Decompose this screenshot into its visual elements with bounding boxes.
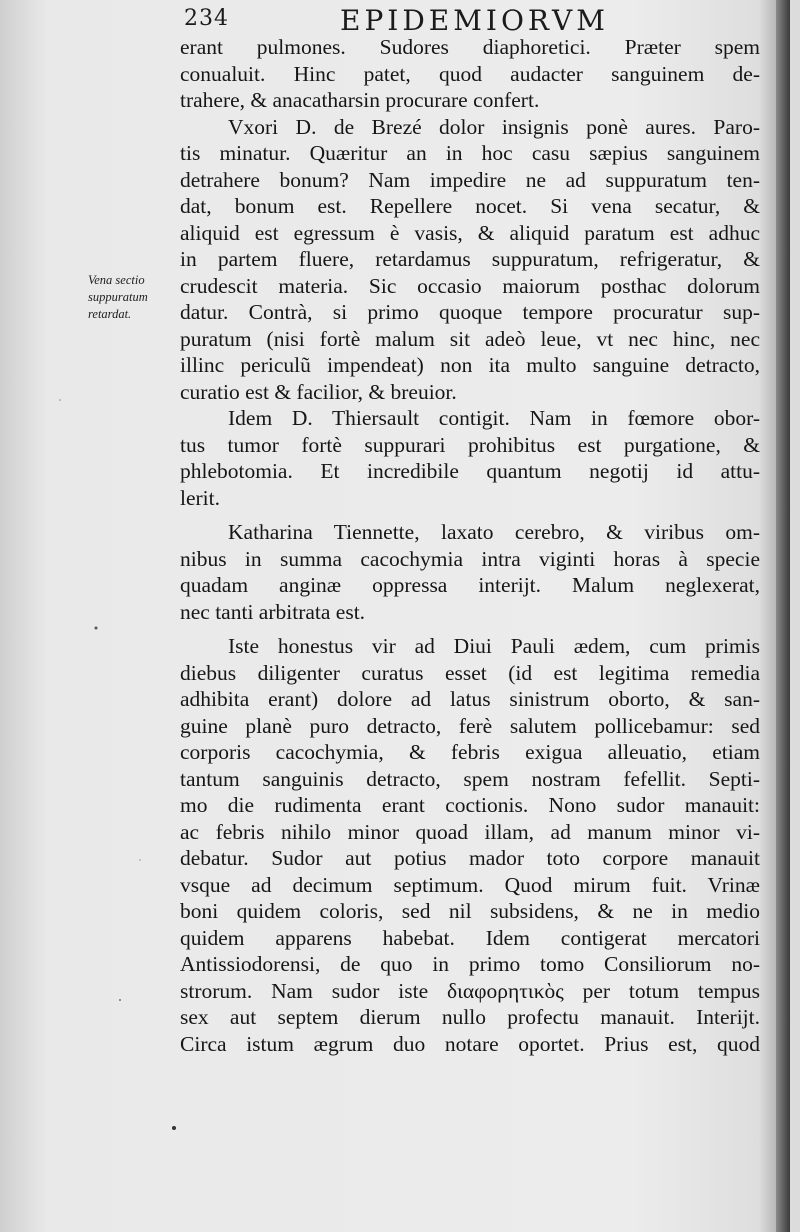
page-edge-shadow xyxy=(776,0,790,1232)
marginal-note-line: retardat. xyxy=(88,307,132,321)
text-line: vsque ad decimum septimum. Quod mirum fuit. Vrinæ xyxy=(180,872,760,897)
marginal-note-line: suppuratum xyxy=(88,290,148,304)
running-head: EPIDEMIORVM xyxy=(340,4,609,37)
text-line: erant pulmones. Sudores diaphoretici. Præter spem xyxy=(180,35,760,59)
marginal-note xyxy=(88,272,180,323)
text-line: Circa istum ægrum duo notare oportet. Prius est, quod xyxy=(180,1031,760,1056)
text-line: curatio est & facilior, & breuior. xyxy=(180,379,457,404)
text-line: sex aut septem dierum nullo profectu manauit. Interijt. xyxy=(180,1005,760,1029)
text-line: adhibita erant) dolore ad latus sinistrum oborto, & san- xyxy=(180,687,760,711)
text-line: diebus diligenter curatus esset (id est legitima remedia xyxy=(180,660,760,685)
text-line: crudescit materia. Sic occasio maiorum posthac dolorum xyxy=(180,273,760,298)
text-line: boni quidem coloris, sed nil subsidens, & ne in medio xyxy=(180,899,760,923)
text-line: guine planè puro detracto, ferè salutem pollicebamur: sed xyxy=(180,713,760,738)
body-text xyxy=(180,34,760,1057)
text-line: tis minatur. Quæritur an in hoc casu sæpius sanguinem xyxy=(180,141,760,165)
page-number: 234 xyxy=(184,6,229,31)
text-line: Antissiodorensi, de quo in primo tomo Consiliorum no- xyxy=(180,952,760,976)
text-line: datur. Contrà, si primo quoque tempore procuratur sup- xyxy=(180,300,760,324)
text-line: dat, bonum est. Repellere nocet. Si vena secatur, & xyxy=(180,194,760,218)
text-line: corporis cacochymia, & febris exigua alleuatio, etiam xyxy=(180,740,760,764)
text-line: Vxori D. de Brezé dolor insignis ponè aures. Paro- xyxy=(228,114,760,139)
text-line: Katharina Tiennette, laxato cerebro, & viribus om- xyxy=(228,520,760,544)
text-line: conualuit. Hinc patet, quod audacter sanguinem de- xyxy=(180,61,760,86)
text-line: phlebotomia. Et incredibile quantum negotij id attu- xyxy=(180,459,760,483)
text-line: in partem fluere, retardamus suppuratum, refrigeratur, & xyxy=(180,247,760,271)
text-line: quadam anginæ oppressa interijt. Malum neglexerat, xyxy=(180,573,760,597)
text-line: strorum. Nam sudor iste διαφορητικὸς per totum tempus xyxy=(180,978,760,1003)
text-line: Iste honestus vir ad Diui Pauli ædem, cum primis xyxy=(228,634,760,658)
text-line: quidem apparens habebat. Idem contigerat mercatori xyxy=(180,925,760,950)
text-line: ac febris nihilo minor quoad illam, ad manum minor vi- xyxy=(180,819,760,844)
text-line: tantum sanguinis detracto, spem nostram fefellit. Septi- xyxy=(180,766,760,791)
text-line: illinc periculũ impendeat) non ita multo sanguine detracto, xyxy=(180,353,760,377)
text-line: nibus in summa cacochymia intra viginti horas à specie xyxy=(180,546,760,571)
text-line: lerit. xyxy=(180,485,220,510)
text-line: mo die rudimenta erant coctionis. Nono sudor manauit: xyxy=(180,793,760,817)
text-line: trahere, & anacatharsin procurare confert. xyxy=(180,88,540,112)
text-line: tus tumor fortè suppurari prohibitus est purgatione, & xyxy=(180,432,760,457)
text-line: detrahere bonum? Nam impedire ne ad suppuratum ten- xyxy=(180,167,760,192)
text-line: Idem D. Thiersault contigit. Nam in fœmore obor- xyxy=(228,406,760,430)
text-line: debatur. Sudor aut potius mador toto corpore manauit xyxy=(180,846,760,870)
marginal-note-line: Vena sectio xyxy=(88,273,145,287)
text-line: puratum (nisi fortè malum sit adeò leue, vt nec hinc, nec xyxy=(180,326,760,351)
text-line: nec tanti arbitrata est. xyxy=(180,599,366,624)
text-line: aliquid est egressum è vasis, & aliquid paratum est adhuc xyxy=(180,220,760,245)
